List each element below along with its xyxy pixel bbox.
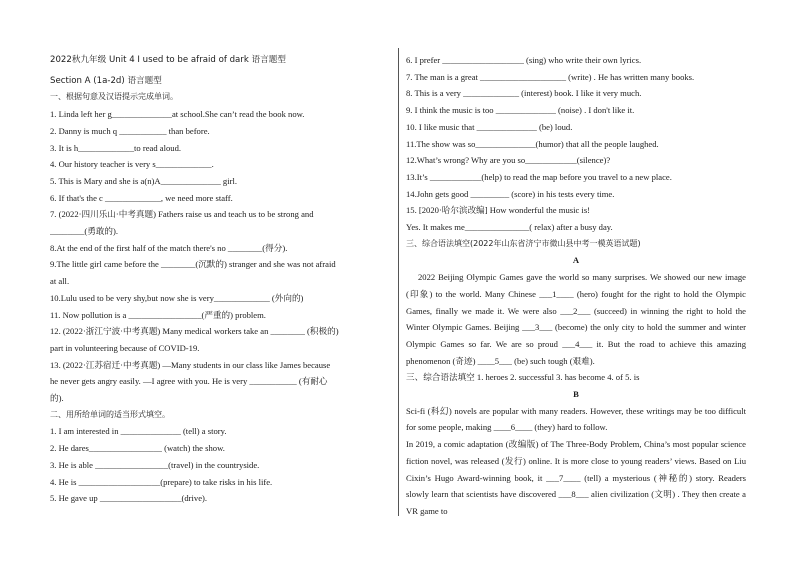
exercise-line: 12. (2022·浙江宁波·中考真题) Many medical workers take an ________ (积极的) <box>50 326 339 337</box>
exercise-line: 9.The little girl came before the ________(沉默的) stranger and she was not afraid <box>50 259 336 270</box>
exercise-line: 8. This is a very _____________ (interest) book. I like it very much. <box>406 88 642 99</box>
exercise-line: 12.What’s wrong? Why are you so____________(silence)? <box>406 155 611 166</box>
exercise-line: 15. [2020·哈尔滨改编] How wonderful the music is! <box>406 205 591 216</box>
exercise-line: 10.Lulu used to be very shy,but now she is very_____________ (外向的) <box>50 292 304 303</box>
exercise-line: 3. It is h_____________to read aloud. <box>50 142 182 153</box>
exercise-line: 13.It’s ____________(help) to read the map before you travel to a new place. <box>406 171 672 182</box>
worksheet-title: 2022秋九年级 Unit 4 I used to be afraid of dark 语言题型 <box>50 55 286 65</box>
right-column <box>406 52 746 520</box>
exercise-line: 3. He is able _________________(travel) in the countryside. <box>50 459 260 470</box>
exercise-line: ________(勇敢的). <box>50 226 119 237</box>
exercise-line: 11.The show was so______________(humor) that all the people laughed. <box>406 138 659 149</box>
exercise-line: 11. Now pollution is a _________________(严重的) problem. <box>50 309 266 320</box>
passage-a-label: A <box>572 255 580 266</box>
exercise-line: 6. If that's the c _____________, we need more staff. <box>50 192 233 203</box>
answer-key-line: 三、综合语法填空 1. heroes 2. successful 3. has become 4. of 5. is <box>406 372 640 383</box>
exercise-line: 1. I am interested in ______________ (tell) a story. <box>50 426 227 437</box>
exercise-line: 的). <box>50 393 64 404</box>
exercise-line: 8.At the end of the first half of the match there's no ________(得分). <box>50 242 288 253</box>
left-column <box>50 52 390 507</box>
exercise-line: he never gets angry easily. —I agree with you. He is very ___________ (有耐心 <box>50 376 328 387</box>
passage-b-paragraph-1: Sci-fi (科幻) novels are popular with many readers. However, these writings may be too difficult for some people, making ____6____ (they) hard to follow. <box>406 405 746 433</box>
exercise-line: 4. Our history teacher is very s_____________. <box>50 159 214 170</box>
exercise-line: 5. This is Mary and she is a(n)A______________ girl. <box>50 175 237 186</box>
part2-continued-list <box>406 52 746 236</box>
exercise-line: 9. I think the music is too ______________ (noise) . I don't like it. <box>406 105 635 116</box>
passage-b-paragraph-2: In 2019, a comic adaptation (改编版) of The Three-Body Problem, China’s most popular science fiction novel, was released (发行) online. It is more close to young readers’ views. Based on Liu Cixin’s Hugo Award-winning book, it ___7____ (tell) a mysterious (神秘的) story. Readers slowly learn that scientists have discovered ___8___ alien civilization (文明) . They then create a VR game to <box>406 439 746 516</box>
exercise-line: 6. I prefer ___________________ (sing) who write their own lyrics. <box>406 55 642 65</box>
exercise-line: 2. Danny is much q ___________ than before. <box>50 125 210 136</box>
column-divider <box>398 48 399 516</box>
exercise-line: 14.John gets good _________ (score) in his tests every time. <box>406 188 615 199</box>
passage-a-text: 2022 Beijing Olympic Games gave the world so many surprises. We showed our new image (印象) to the world. Many Chinese ___1____ (hero) fought for the right to hold the Olympic Games, finally we made it. We were also ___2___ (succeed) in winning the right to hold the Winter Olympic Games. Beijing ___3___ (become) the only city to hold the summer and winter Olympic Games so far. We are so proud ___4___ it. But the road to achieve this amazing phenomenon (奇迹) ____5___ (be) such tough (艰难). <box>406 272 746 366</box>
exercise-line: at all. <box>50 276 70 287</box>
exercise-line: 4. He is ___________________(prepare) to take risks in his life. <box>50 476 273 487</box>
exercise-line: 1. Linda left her g______________at school.She can’t read the book now. <box>50 109 305 120</box>
exercise-line: 10. I like music that ______________ (be) loud. <box>406 121 573 132</box>
section-heading: Section A (1a-2d) 语言题型 <box>50 75 162 86</box>
exercise-line: part in volunteering because of COVID-19. <box>50 342 200 353</box>
part1-heading: 一、根据句意及汉语提示完成单词。 <box>50 92 178 102</box>
part3-heading: 三、综合语法填空(2022年山东省济宁市微山县中考一模英语试题) <box>406 238 641 248</box>
exercise-line: 13. (2022·江苏宿迁·中考真题) —Many students in our class like James because <box>50 359 331 370</box>
exercise-line: Yes. It makes me_______________( relax) after a busy day. <box>406 222 613 233</box>
passage-b-label: B <box>573 389 579 400</box>
part1-list <box>50 106 390 407</box>
part2-heading: 二、用所给单词的适当形式填空。 <box>50 409 170 419</box>
exercise-line: 7. (2022·四川乐山·中考真题) Fathers raise us and teach us to be strong and <box>50 209 314 220</box>
part2-list <box>50 423 390 507</box>
exercise-line: 2. He dares_________________ (watch) the show. <box>50 443 225 454</box>
exercise-line: 7. The man is a great ____________________ (write) . He has written many books. <box>406 71 695 82</box>
exercise-line: 5. He gave up ___________________(drive). <box>50 493 208 504</box>
